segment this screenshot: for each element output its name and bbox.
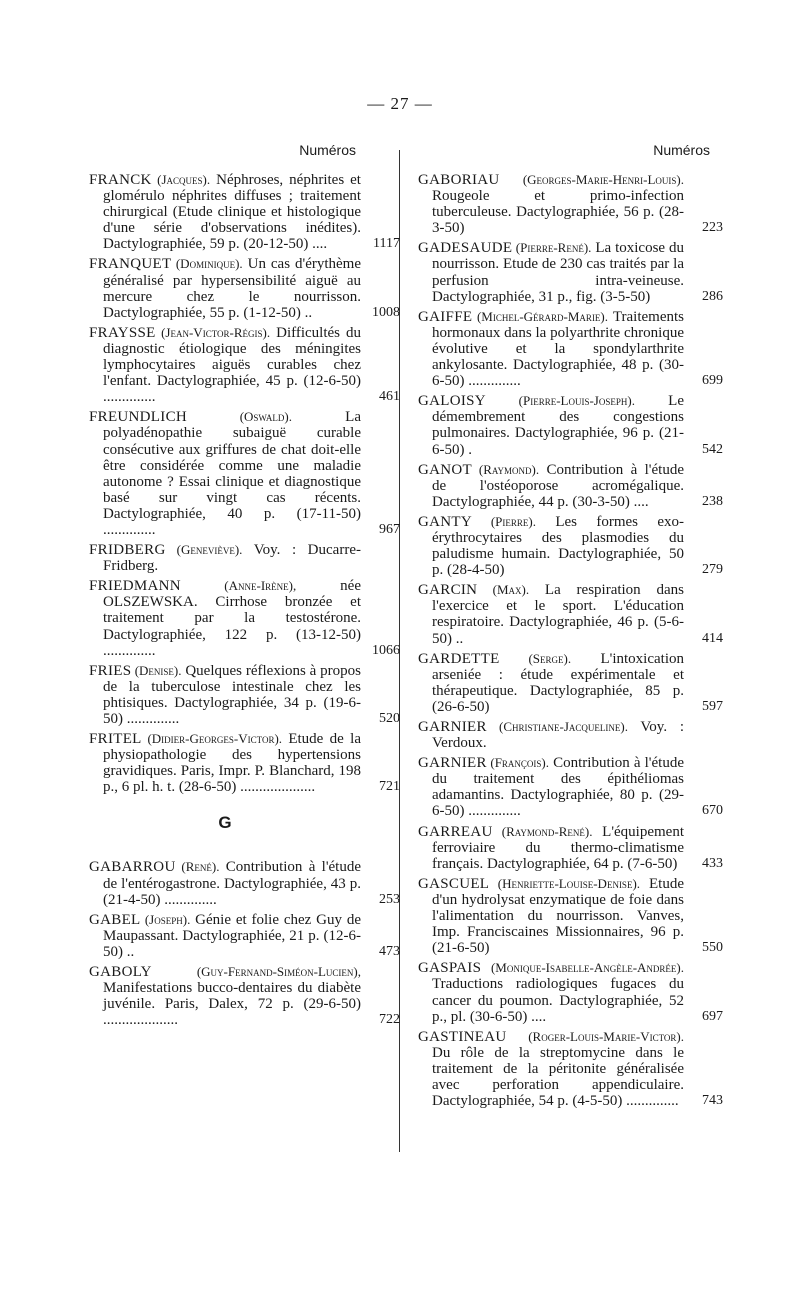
entry-number: 433: [702, 855, 723, 871]
thesis-description: Manifestations bucco-dentaires du diabète juvénile. Paris, Dalex, 72 p. (29-6-50) ....................: [103, 980, 361, 1029]
entry-text: [418, 309, 684, 389]
author-surname: GAIFFE: [418, 308, 473, 325]
author-given-names: (Pierre-Louis-Joseph).: [485, 393, 635, 409]
index-entry: [418, 582, 723, 647]
thesis-description: Les formes exo-érythrocytaires des plasmodies du paludisme humain. Dactylographiée, 50 p. (28-4-50): [432, 513, 684, 579]
left-entries-g: [89, 859, 400, 1029]
author-surname: GADESAUDE: [418, 240, 513, 257]
entry-number: 473: [379, 943, 400, 959]
entry-number: 670: [702, 803, 723, 819]
thesis-description: La toxicose du nourrisson. Etude de 230 cas traités par la perfusion intra-veineuse. Dactylographiée, 31 p., fig. (3-5-50): [432, 240, 684, 305]
entry-text: [418, 651, 684, 715]
author-surname: FRIDBERG: [89, 542, 166, 559]
author-given-names: (Serge).: [499, 650, 572, 666]
index-entry: [89, 911, 400, 960]
author-surname: GASTINEAU: [418, 1028, 507, 1045]
entry-text: [418, 240, 684, 304]
author-surname: FRIES: [89, 662, 132, 679]
entry-number: 414: [702, 630, 723, 646]
entry-text: [89, 964, 361, 1028]
entry-text: [418, 960, 684, 1024]
author-given-names: (Guy-Fernand-Siméon-Lucien),: [151, 964, 361, 980]
entry-text: [418, 172, 684, 236]
thesis-description: Contribution à l'étude du traitement des épithéliomas adamantins. Dactylographiée, 80 p. (29-6-50) ..............: [432, 755, 684, 820]
entry-text: [89, 409, 361, 538]
index-entry: [418, 650, 723, 715]
entry-text: [89, 542, 361, 574]
entry-number: 699: [702, 373, 723, 389]
author-given-names: (Denise).: [131, 662, 182, 678]
author-given-names: (Jacques).: [151, 172, 211, 187]
index-entry: [418, 240, 723, 305]
author-given-names: (René).: [175, 859, 220, 875]
index-entry: [89, 324, 400, 406]
author-surname: GALOISY: [418, 393, 486, 410]
column-header-left: Numéros: [299, 142, 356, 158]
author-surname: GARCIN: [418, 582, 478, 599]
thesis-description: La respiration dans l'exercice et le sport. L'éducation respiratoire. Dactylographiée, 46 p. (5-6-50) ..: [432, 582, 684, 647]
index-entry: [89, 731, 400, 796]
entry-text: [418, 755, 684, 819]
index-entry: [418, 172, 723, 237]
author-surname: FRIEDMANN: [89, 578, 181, 595]
thesis-description: Un cas d'érythème généralisé par hypersensibilité aiguë au mercure chez le nourrisson. Dactylographiée, 55 p. (1-12-50) ..: [103, 256, 361, 321]
author-given-names: (Max).: [477, 582, 530, 598]
thesis-description: Etude de la physiopathologie des hypertensions gravidiques. Paris, Impr. P. Blanchard, 198 p., 6 pl. h. t. (28-6-50) ....................: [103, 731, 361, 796]
entry-number: 743: [702, 1093, 723, 1109]
thesis-description: Traductions radiologiques fugaces du cancer du poumon. Dactylographiée, 52 p., pl. (30-6-50) ....: [432, 976, 684, 1025]
entry-text: [418, 582, 684, 646]
thesis-description: Génie et folie chez Guy de Maupassant. Dactylographiée, 21 p. (12-6-50) ..: [103, 911, 361, 960]
entry-number: 223: [702, 220, 723, 236]
author-surname: FRANQUET: [89, 256, 172, 273]
author-surname: GABOLY: [89, 964, 152, 981]
index-entry: [89, 578, 400, 659]
entry-text: [89, 578, 361, 658]
author-given-names: (Henriette-Louise-Denise).: [489, 875, 641, 891]
author-surname: GASCUEL: [418, 875, 490, 892]
entry-number: 550: [702, 940, 723, 956]
entry-text: [89, 912, 361, 960]
entry-number: 1066: [372, 642, 400, 658]
thesis-description: Voy. : Ducarre-Fridberg.: [103, 542, 361, 575]
entry-text: [89, 859, 361, 907]
thesis-description: née OLSZEWSKA. Cirrhose bronzée et traitement par la testostérone. Dactylographiée, 122 p. (13-12-50) ..............: [103, 578, 361, 659]
author-surname: FRITEL: [89, 731, 142, 748]
index-entry: [418, 823, 723, 872]
column-header-right: Numéros: [653, 142, 710, 158]
thesis-description: Rougeole et primo-infection tuberculeuse. Dactylographiée, 56 p. (28-3-50): [432, 188, 684, 237]
author-surname: GANOT: [418, 461, 472, 478]
section-letter: G: [218, 813, 232, 833]
entry-number: 286: [702, 288, 723, 304]
thesis-description: Quelques réflexions à propos de la tuberculose intestinale chez les phtisiques. Dactylographiée, 34 p. (19-6-50) ..............: [103, 662, 361, 727]
thesis-description: Voy. : Verdoux.: [432, 719, 684, 752]
entry-number: 697: [702, 1008, 723, 1024]
index-entry: [418, 308, 723, 390]
entry-number: 542: [702, 441, 723, 457]
author-given-names: (Dominique).: [171, 256, 243, 272]
entry-text: [418, 393, 684, 457]
page-number: — 27 —: [367, 94, 433, 113]
index-entry: [89, 542, 361, 574]
entry-text: [418, 514, 684, 578]
index-entry: [89, 662, 400, 727]
thesis-description: Difficultés du diagnostic étiologique des méningites lymphocytaires aiguës curables chez l'enfant. Dactylographiée, 45 p. (12-6-50) ..............: [103, 324, 361, 406]
author-given-names: (Monique-Isabelle-Angèle-Andrée).: [481, 960, 684, 976]
thesis-description: Du rôle de la streptomycine dans le traitement de la péritonite généralisée avec perforation appendiculaire. Dactylographiée, 54 p. (4-5-50) ..............: [432, 1044, 684, 1110]
index-entry: [89, 964, 400, 1029]
entry-text: [89, 663, 361, 727]
index-entry: [418, 1028, 723, 1110]
entry-text: [89, 325, 361, 405]
entry-text: [418, 719, 684, 751]
entry-text: [89, 731, 361, 795]
entry-text: [418, 1029, 684, 1109]
index-entry: [89, 172, 400, 253]
author-given-names: (Michel-Gérard-Marie).: [472, 308, 609, 324]
entry-number: 597: [702, 698, 723, 714]
entry-text: [418, 876, 684, 956]
entry-text: [89, 256, 361, 320]
author-given-names: (Joseph).: [140, 911, 191, 927]
entry-number: 1117: [373, 236, 400, 252]
author-given-names: (Raymond-René).: [492, 823, 593, 839]
thesis-description: Contribution à l'étude de l'entérogastrone. Dactylographiée, 43 p. (21-4-50) ..............: [103, 859, 362, 908]
author-given-names: (Pierre).: [472, 513, 536, 529]
author-surname: FRAYSSE: [89, 324, 156, 341]
left-entries-f: [89, 172, 400, 796]
author-surname: GARDETTE: [418, 650, 500, 667]
index-entry: [418, 755, 723, 820]
entry-number: 967: [379, 521, 400, 537]
left-column: [89, 172, 400, 1032]
author-surname: GABORIAU: [418, 172, 500, 188]
author-surname: GARNIER: [418, 719, 487, 735]
thesis-description: Traitements hormonaux dans la polyarthrite chronique évolutive et la spondylarthrite ankylosante. Dactylographiée, 48 p. (30-6-50) ..............: [432, 308, 684, 390]
entry-number: 461: [379, 389, 400, 405]
author-given-names: (Christiane-Jacqueline).: [486, 719, 628, 734]
thesis-description: La polyadénopathie subaiguë curable consécutive aux griffures de chat doit-elle être considérée comme une maladie autonome ? Essai clinique et diagnostique basé sur vingt cas récents. Dactylographiée, 40 p. (17-11-50) ..............: [103, 409, 361, 538]
entry-text: [418, 824, 684, 872]
thesis-description: L'équipement ferroviaire du thermo-climatisme français. Dactylographiée, 64 p. (7-6-50): [432, 823, 685, 872]
entry-text: [418, 462, 684, 510]
index-entry: [418, 875, 723, 957]
entry-number: 279: [702, 562, 723, 578]
entry-number: 520: [379, 711, 400, 726]
thesis-description: Etude d'un hydrolysat enzymatique de foie dans l'alimentation du nourrisson. Vanves, Imp. Franciscaines Missionnaires, 96 p. (21-6-50): [432, 875, 684, 957]
thesis-description: L'intoxication arseniée : étude expérimentale et thérapeutique. Dactylographiée, 85 p. (26-6-50): [432, 650, 684, 715]
author-surname: GASPAIS: [418, 960, 482, 977]
entry-number: 722: [379, 1012, 400, 1028]
right-entries: [418, 172, 723, 1110]
thesis-description: Le démembrement des congestions pulmonaires. Dactylographiée, 96 p. (21-6-50) .: [432, 393, 684, 458]
entry-number: 721: [379, 779, 400, 795]
thesis-description: Contribution à l'étude de l'ostéoporose acromégalique. Dactylographiée, 44 p. (30-3-50) ....: [432, 461, 684, 510]
author-given-names: (Georges-Marie-Henri-Louis).: [499, 172, 684, 187]
index-entry: [418, 960, 723, 1025]
entry-number: 1008: [372, 304, 400, 320]
author-given-names: (Oswald).: [187, 409, 292, 425]
right-column: [418, 172, 723, 1113]
entry-number: 253: [379, 891, 400, 907]
author-given-names: (François).: [486, 755, 550, 771]
author-given-names: (Geneviève).: [165, 542, 243, 558]
author-surname: GANTY: [418, 513, 472, 530]
author-given-names: (Didier-Georges-Victor).: [141, 731, 283, 747]
author-given-names: (Roger-Louis-Marie-Victor).: [506, 1028, 684, 1044]
entry-number: 238: [702, 493, 723, 509]
author-surname: GABARROU: [89, 859, 176, 876]
entry-text: [89, 172, 361, 252]
index-entry: [418, 513, 723, 579]
author-given-names: (Pierre-René).: [512, 240, 592, 256]
index-entry: [89, 256, 400, 321]
author-surname: GARREAU: [418, 823, 493, 840]
author-surname: FREUNDLICH: [89, 409, 188, 426]
author-given-names: (Anne-Irène),: [180, 578, 297, 594]
index-entry: [89, 409, 400, 538]
index-entry: [418, 719, 684, 751]
author-surname: GABEL: [89, 911, 141, 928]
author-surname: FRANCK: [89, 172, 152, 188]
thesis-description: Néphroses, néphrites et glomérulo néphrites diffuses ; traitement chirurgical (Etude clinique et histologique d'une série d'observations inédites). Dactylographiée, 59 p. (20-12-50) ....: [103, 172, 361, 253]
author-surname: GARNIER: [418, 755, 487, 772]
author-given-names: (Jean-Victor-Régis).: [155, 324, 271, 340]
index-entry: [418, 393, 723, 458]
author-given-names: (Raymond).: [472, 461, 540, 477]
index-entry: [89, 859, 400, 908]
index-entry: [418, 461, 723, 510]
